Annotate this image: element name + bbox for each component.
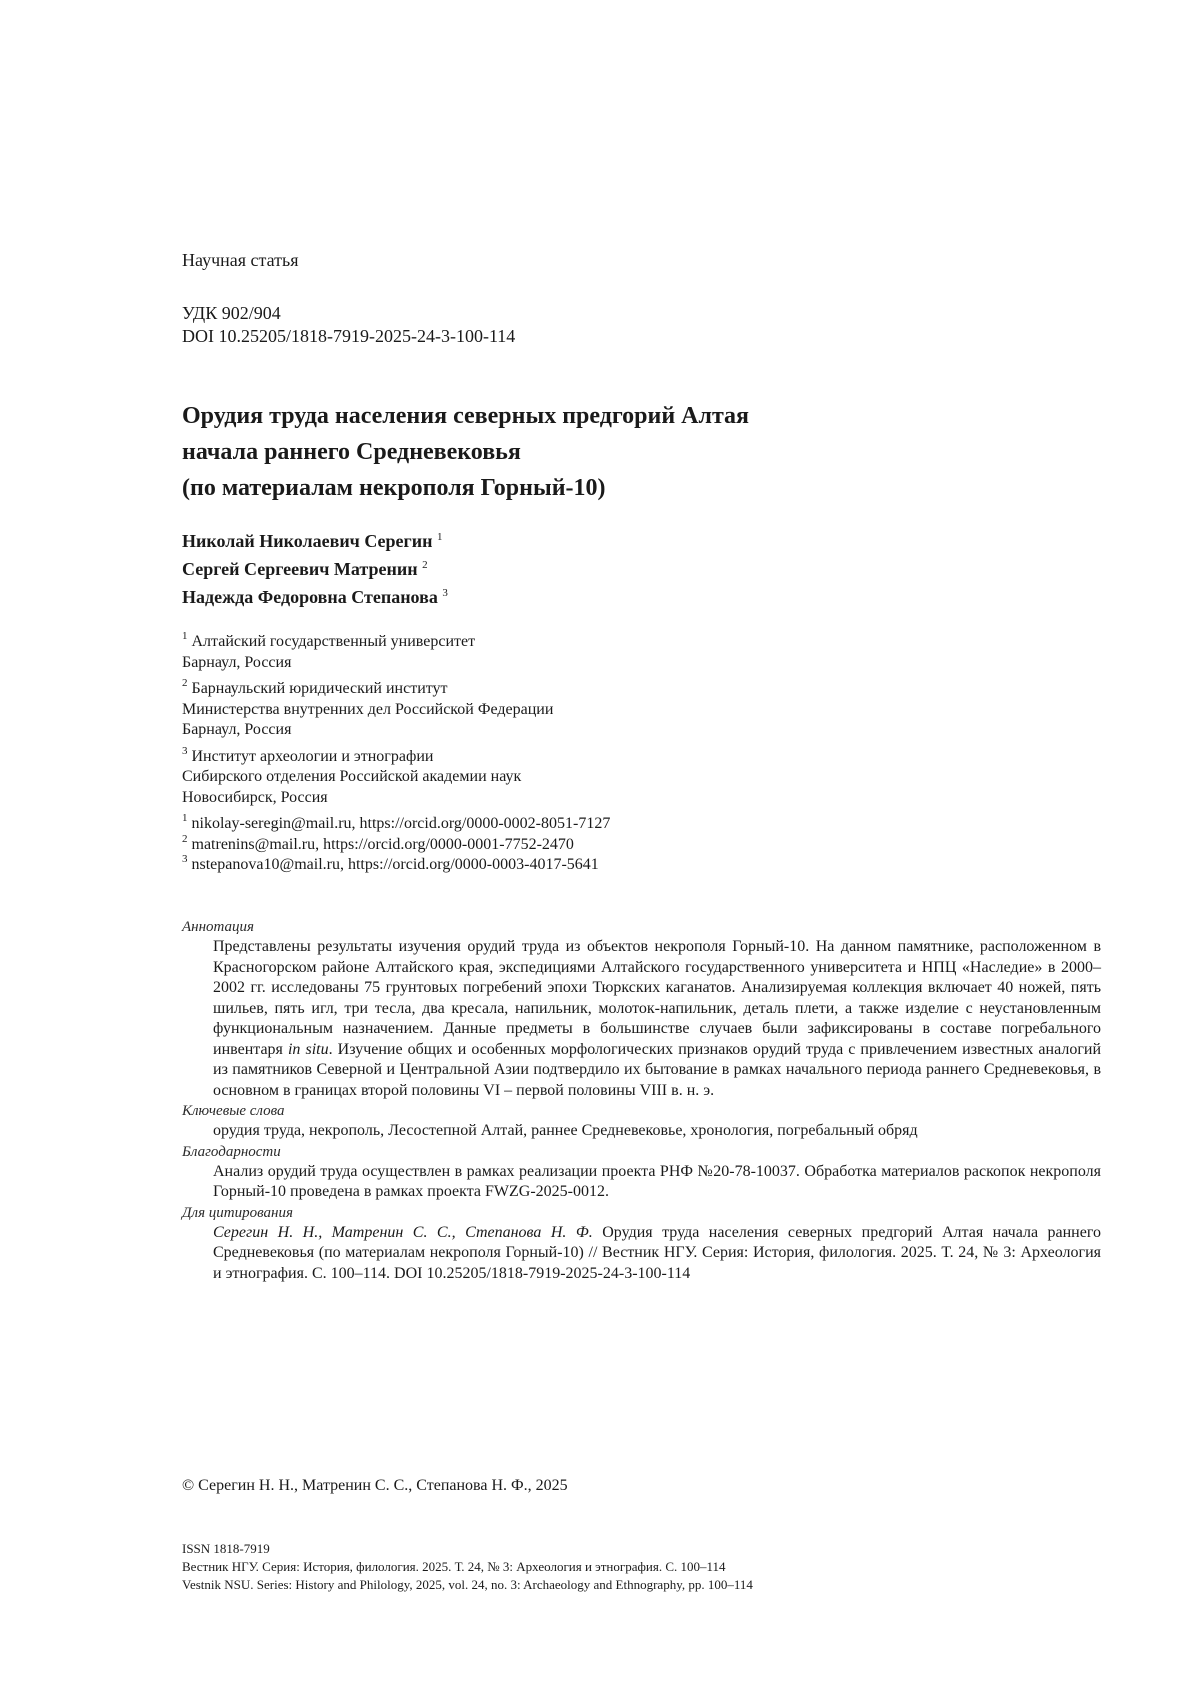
title-line: начала раннего Средневековья [182,434,749,470]
journal-footer [182,1540,753,1594]
affiliation [182,679,610,741]
title-line: (по материалам некрополя Горный-10) [182,470,749,506]
acknowledgements-text: Анализ орудий труда осуществлен в рамках реализации проекта РНФ №20-78-10037. Обработка материалов раскопок некрополя Горный-10 проведена в рамках проекта FWZG-2025-0012. [182,1162,1101,1203]
affiliation-line: Барнаул, Россия [182,720,610,741]
contacts [182,814,610,876]
keywords-text: орудия труда, некрополь, Лесостепной Алтай, раннее Средневековье, хронология, погребальный обряд [182,1121,1101,1142]
affiliation-sup: 1 [182,630,188,642]
abstract-italic: in situ [288,1041,329,1058]
contact-text: nikolay-seregin@mail.ru, https://orcid.org/0000-0002-8051-7127 [192,815,611,832]
affiliation-line: Барнаул, Россия [182,653,610,674]
affiliation-line: Институт археологии и этнографии [192,748,434,765]
doi: DOI 10.25205/1818-7919-2025-24-3-100-114 [182,325,515,347]
citation-authors: Серегин Н. Н., Матренин С. С., Степанова Н. Ф. [213,1224,593,1241]
author-sup: 1 [437,531,443,543]
abstract-text [182,937,1101,1101]
title-line: Орудия труда населения северных предгорий Алтая [182,398,749,434]
author-name: Сергей Сергеевич Матренин [182,559,418,579]
contact-line [182,814,610,835]
citation-label: Для цитирования [182,1203,1101,1223]
footer-en: Vestnik NSU. Series: History and Philology, 2025, vol. 24, no. 3: Archaeology and Ethnography, pp. 100–114 [182,1576,753,1594]
author [182,583,448,611]
footer-ru: Вестник НГУ. Серия: История, филология. 2025. Т. 24, № 3: Археология и этнография. С. 100–114 [182,1558,753,1576]
author-list [182,527,448,611]
abstract-part: . Изучение общих и особенных морфологических признаков орудий труда с привлечением известных аналогий из памятников Северной и Центральной Азии подтвердило их бытование в рамках начального периода раннего Средневековья, в основном в границах второй половины VI – первой половины VIII в. н. э. [213,1041,1101,1099]
contact-sup: 2 [182,833,188,845]
abstract-label: Аннотация [182,917,1101,937]
author-sup: 2 [422,559,428,571]
front-matter [182,917,1101,1284]
acknowledgements-label: Благодарности [182,1142,1101,1162]
author-name: Николай Николаевич Серегин [182,531,432,551]
author [182,527,448,555]
author-sup: 3 [442,587,448,599]
affiliation-line: Барнаульский юридический институт [192,680,448,697]
affiliation-sup: 3 [182,745,188,757]
author [182,555,448,583]
affiliation-line: Сибирского отделения Российской академии наук [182,767,610,788]
abstract-part: Представлены результаты изучения орудий труда из объектов некрополя Горный-10. На данном памятнике, расположенном в Красногорском районе Алтайского края, экспедициями Алтайского государственного университета и НПЦ «Наследие» в 2000–2002 гг. исследованы 75 грунтовых погребений эпохи Тюркских каганатов. Анализируемая коллекция включает 40 ножей, пять шильев, пять игл, три тесла, два кресала, напильник, молоток-напильник, деталь плети, а также изделие с неустановленным функциональным назначением. Данные предметы в большинстве случаев были зафиксированы в составе погребального инвентаря [213,938,1101,1058]
affiliation-sup: 2 [182,677,188,689]
citation-text [182,1223,1101,1285]
copyright: © Серегин Н. Н., Матренин С. С., Степанова Н. Ф., 2025 [182,1476,568,1497]
contact-text: matrenins@mail.ru, https://orcid.org/0000-0001-7752-2470 [192,836,574,853]
article-type: Научная статья [182,249,298,271]
paper-page [0,0,1200,1698]
affiliation-line: Алтайский государственный университет [192,633,476,650]
affiliation-line: Новосибирск, Россия [182,788,610,809]
contact-sup: 3 [182,853,188,865]
issn: ISSN 1818-7919 [182,1540,753,1558]
citation-body: Орудия труда населения северных предгорий Алтая начала раннего Средневековья (по материалам некрополя Горный-10) // Вестник НГУ. Серия: История, филология. 2025. Т. 24, № 3: Археология и этнография. С. 100–114. DOI 10.25205/1818-7919-2025-24-3-100-114 [213,1224,1101,1282]
affiliations [182,632,610,876]
affiliation [182,632,610,673]
contact-sup: 1 [182,812,188,824]
udk: УДК 902/904 [182,302,281,324]
contact-line [182,855,610,876]
contact-line [182,835,610,856]
article-title [182,398,749,506]
author-name: Надежда Федоровна Степанова [182,587,438,607]
contact-text: nstepanova10@mail.ru, https://orcid.org/0000-0003-4017-5641 [192,856,599,873]
keywords-label: Ключевые слова [182,1101,1101,1121]
affiliation [182,747,610,809]
affiliation-line: Министерства внутренних дел Российской Федерации [182,700,610,721]
